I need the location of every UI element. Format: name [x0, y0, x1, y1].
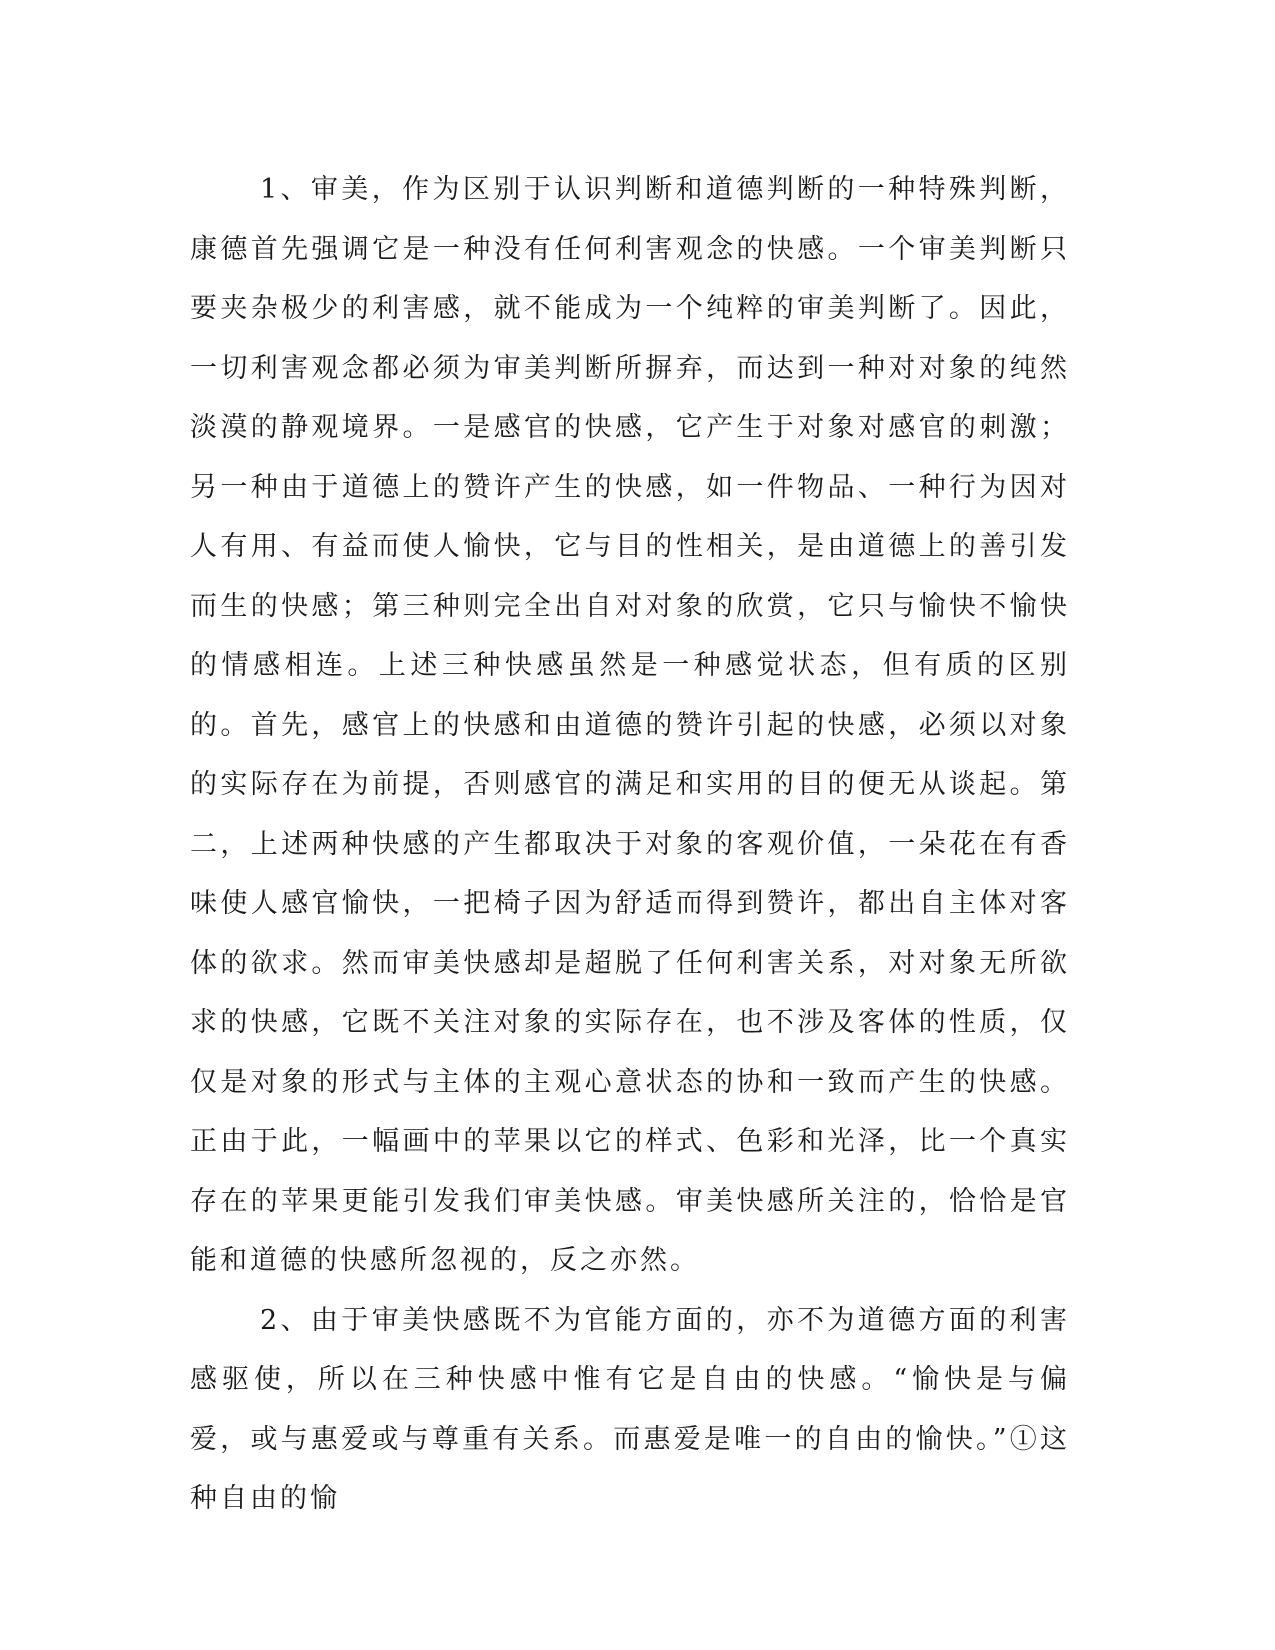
- paragraph-1: 1、审美，作为区别于认识判断和道德判断的一种特殊判断，康德首先强调它是一种没有任何利害观念的快感。一个审美判断只要夹杂极少的利害感，就不能成为一个纯粹的审美判断了。因此，一切利害观念都必须为审美判断所摒弃，而达到一种对对象的纯然淡漠的静观境界。一是感官的快感，它产生于对象对感官的刺激；另一种由于道德上的赞许产生的快感，如一件物品、一种行为因对人有用、有益而使人愉快，它与目的性相关，是由道德上的善引发而生的快感；第三种则完全出自对对象的欣赏，它只与愉快不愉快的情感相连。上述三种快感虽然是一种感觉状态，但有质的区别的。首先，感官上的快感和由道德的赞许引起的快感，必须以对象的实际存在为前提，否则感官的满足和实用的目的便无从谈起。第二，上述两种快感的产生都取决于对象的客观价值，一朵花在有香味使人感官愉快，一把椅子因为舒适而得到赞许，都出自主体对客体的欲求。然而审美快感却是超脱了任何利害关系，对对象无所欲求的快感，它既不关注对象的实际存在，也不涉及客体的性质，仅仅是对象的形式与主体的主观心意状态的协和一致而产生的快感。正由于此，一幅画中的苹果以它的样式、色彩和光泽，比一个真实存在的苹果更能引发我们审美快感。审美快感所关注的，恰恰是官能和道德的快感所忽视的，反之亦然。: [190, 174, 1070, 1276]
- paragraph-2: 2、由于审美快感既不为官能方面的，亦不为道德方面的利害感驱使，所以在三种快感中惟有它是自由的快感。“愉快是与偏爱，或与惠爱或与尊重有关系。而惠爱是唯一的自由的愉快。”①这种自由的愉: [190, 1304, 1070, 1514]
- body-text: [190, 160, 1070, 1529]
